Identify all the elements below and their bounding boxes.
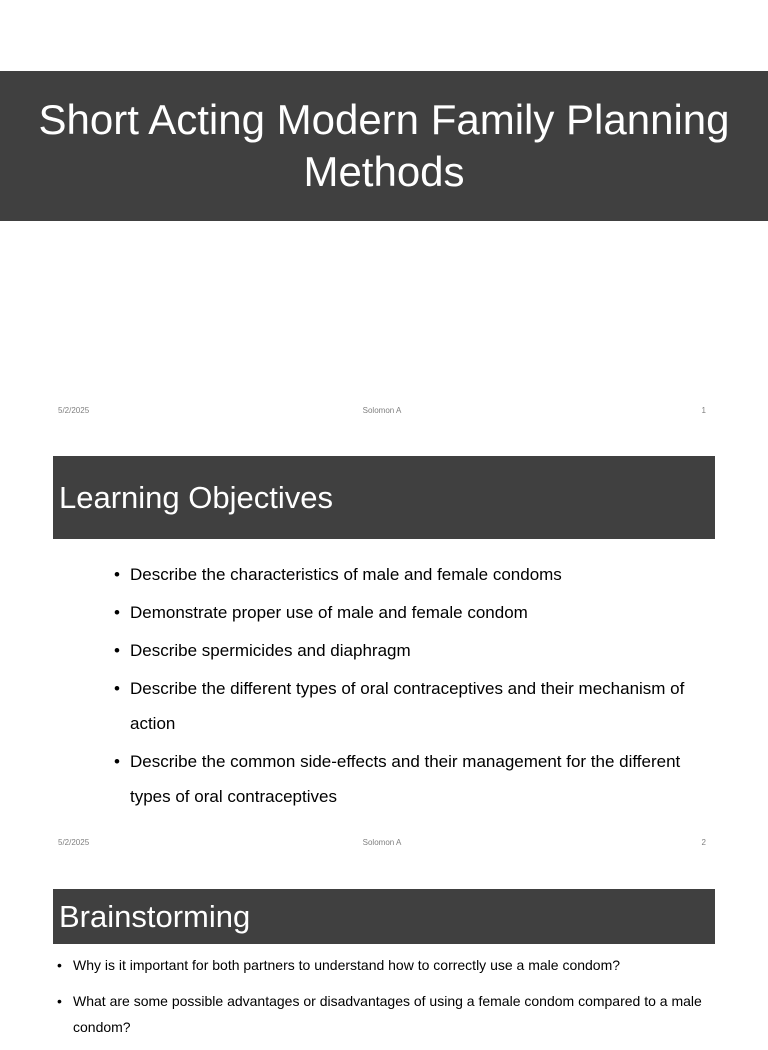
bullet-icon: • [57, 957, 62, 973]
bullet-icon: • [114, 752, 120, 771]
brainstorm-list [57, 952, 717, 1050]
list-item [114, 557, 714, 592]
list-item [114, 744, 714, 814]
slide-footer [58, 838, 706, 850]
footer-page-number: 2 [701, 838, 706, 847]
bullet-icon: • [114, 603, 120, 622]
list-item-text: Describe the common side-effects and their management for the different types of oral contraceptives [130, 752, 681, 806]
list-item [114, 633, 714, 668]
bullet-icon: • [114, 565, 120, 584]
list-item [114, 671, 714, 741]
slide-heading: Learning Objectives [59, 479, 333, 515]
slide-heading: Brainstorming [59, 898, 251, 934]
slide-1 [0, 0, 768, 432]
list-item [57, 988, 717, 1040]
slide-2 [0, 432, 768, 864]
slide-footer [58, 406, 706, 418]
footer-author: Solomon A [362, 406, 402, 415]
slide-3 [0, 864, 768, 1035]
list-item-text: Demonstrate proper use of male and female condom [130, 603, 528, 622]
header-band [53, 456, 715, 539]
objectives-list [114, 557, 714, 817]
bullet-icon: • [114, 641, 120, 660]
list-item-text: Describe spermicides and diaphragm [130, 641, 411, 660]
footer-author: Solomon A [362, 838, 402, 847]
list-item-text: Describe the different types of oral contraceptives and their mechanism of action [130, 679, 685, 733]
list-item [114, 595, 714, 630]
footer-date: 5/2/2025 [58, 838, 90, 847]
list-item-text: What are some possible advantages or disadvantages of using a female condom compared to a male condom? [73, 993, 702, 1035]
bullet-icon: • [57, 993, 62, 1009]
bullet-icon: • [114, 679, 120, 698]
footer-page-number: 1 [701, 406, 706, 415]
slide-title: Short Acting Modern Family Planning Methods [38, 96, 730, 195]
title-band [0, 71, 768, 221]
list-item-text: Why is it important for both partners to understand how to correctly use a male condom? [73, 957, 621, 973]
header-band [53, 889, 715, 944]
list-item-text: Describe the characteristics of male and female condoms [130, 565, 562, 584]
list-item [57, 952, 717, 978]
footer-date: 5/2/2025 [58, 406, 90, 415]
